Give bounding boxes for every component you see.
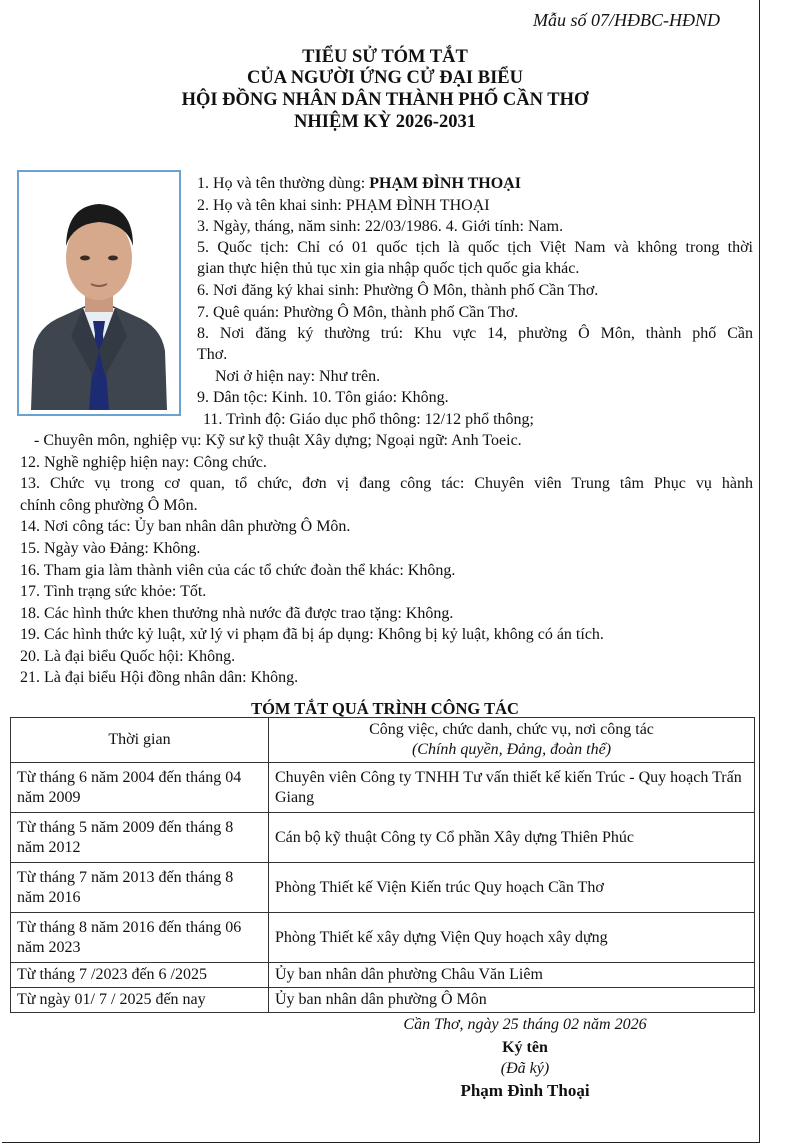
document-title-line-3: HỘI ĐỒNG NHÂN DÂN THÀNH PHỐ CẦN THƠ bbox=[181, 90, 589, 110]
bio-line-16: 16. Tham gia làm thành viên của các tổ chức đoàn thể khác: Không. bbox=[20, 562, 456, 579]
bio-line-14: 14. Nơi công tác: Ủy ban nhân dân phường Ô Môn. bbox=[20, 518, 351, 535]
bio-line-6: 6. Nơi đăng ký khai sinh: Phường Ô Môn, thành phố Cần Thơ. bbox=[197, 282, 599, 299]
full-name-label: 1. Họ và tên thường dùng: bbox=[197, 175, 370, 192]
table-row bbox=[11, 763, 755, 813]
bio-line-8c: Nơi ở hiện nay: Như trên. bbox=[215, 368, 381, 385]
table-header-row bbox=[11, 718, 755, 763]
column-header-job bbox=[269, 718, 755, 763]
column-header-job-line-2: (Chính quyền, Đảng, đoàn thể) bbox=[411, 741, 612, 758]
table-row bbox=[11, 813, 755, 863]
bio-line-13b: chính công phường Ô Môn. bbox=[20, 497, 198, 514]
bio-line-11: 11. Trình độ: Giáo dục phổ thông: 12/12 phổ thông; bbox=[203, 411, 534, 428]
bio-line-17: 17. Tình trạng sức khỏe: Tốt. bbox=[20, 583, 207, 600]
table-row bbox=[11, 863, 755, 913]
time-cell: Từ ngày 01/ 7 / 2025 đến nay bbox=[11, 988, 269, 1013]
bio-line-2: 2. Họ và tên khai sinh: PHẠM ĐÌNH THOẠI bbox=[197, 197, 490, 214]
job-cell: Phòng Thiết kế xây dựng Viện Quy hoạch xây dựng bbox=[269, 913, 755, 963]
bio-line-7: 7. Quê quán: Phường Ô Môn, thành phố Cần Thơ. bbox=[197, 304, 519, 321]
time-cell: Từ tháng 5 năm 2009 đến tháng 8 năm 2012 bbox=[11, 813, 269, 863]
time-cell: Từ tháng 7 năm 2013 đến tháng 8 năm 2016 bbox=[11, 863, 269, 913]
place-date: Cần Thơ, ngày 25 tháng 02 năm 2026 bbox=[403, 1016, 647, 1033]
bio-line-1 bbox=[197, 174, 521, 194]
bio-line-19: 19. Các hình thức kỷ luật, xử lý vi phạm đã bị áp dụng: Không bị kỷ luật, không có án tích. bbox=[20, 626, 604, 643]
portrait-photo bbox=[17, 170, 181, 416]
job-cell: Ủy ban nhân dân phường Châu Văn Liêm bbox=[269, 963, 755, 988]
job-cell: Chuyên viên Công ty TNHH Tư vấn thiết kế kiến Trúc - Quy hoạch Trấn Giang bbox=[269, 763, 755, 813]
bio-line-13a: 13. Chức vụ trong cơ quan, tổ chức, đơn vị đang công tác: Chuyên viên Trung tâm Phục vụ hành bbox=[20, 475, 753, 492]
work-history-title: TÓM TẮT QUÁ TRÌNH CÔNG TÁC bbox=[251, 699, 519, 718]
bio-line-18: 18. Các hình thức khen thưởng nhà nước đã được trao tặng: Không. bbox=[20, 605, 454, 622]
bio-line-21: 21. Là đại biểu Hội đồng nhân dân: Không. bbox=[20, 669, 299, 686]
table-row bbox=[11, 963, 755, 988]
work-history-table bbox=[10, 717, 755, 1013]
sign-label: Ký tên bbox=[502, 1039, 548, 1056]
bio-line-12: 12. Nghề nghiệp hiện nay: Công chức. bbox=[20, 454, 267, 471]
document-title-line-4: NHIỆM KỲ 2026-2031 bbox=[294, 112, 476, 132]
signed-note: (Đã ký) bbox=[500, 1060, 550, 1077]
column-header-time: Thời gian bbox=[11, 718, 269, 763]
time-cell: Từ tháng 7 /2023 đến 6 /2025 bbox=[11, 963, 269, 988]
bio-line-5a: 5. Quốc tịch: Chỉ có 01 quốc tịch là quốc tịch Việt Nam và không trong thời bbox=[197, 239, 753, 256]
job-cell: Cán bộ kỹ thuật Công ty Cổ phần Xây dựng Thiên Phúc bbox=[269, 813, 755, 863]
table-row bbox=[11, 913, 755, 963]
bio-line-5b: gian thực hiện thủ tục xin gia nhập quốc tịch quốc gia khác. bbox=[197, 260, 580, 277]
bio-line-11b: - Chuyên môn, nghiệp vụ: Kỹ sư kỹ thuật Xây dựng; Ngoại ngữ: Anh Toeic. bbox=[34, 432, 522, 449]
bio-line-20: 20. Là đại biểu Quốc hội: Không. bbox=[20, 648, 236, 665]
job-cell: Ủy ban nhân dân phường Ô Môn bbox=[269, 988, 755, 1013]
bio-line-3: 3. Ngày, tháng, năm sinh: 22/03/1986. 4. Giới tính: Nam. bbox=[197, 218, 564, 235]
bio-line-8b: Thơ. bbox=[197, 346, 228, 363]
column-header-job-line-1: Công việc, chức danh, chức vụ, nơi công tác bbox=[369, 721, 654, 738]
form-number: Mẫu số 07/HĐBC-HĐND bbox=[533, 10, 720, 30]
bio-line-9: 9. Dân tộc: Kinh. 10. Tôn giáo: Không. bbox=[197, 389, 449, 406]
portrait-image bbox=[23, 176, 175, 410]
document-title-line-2: CỦA NGƯỜI ỨNG CỬ ĐẠI BIỂU bbox=[247, 68, 523, 88]
bio-line-8a: 8. Nơi đăng ký thường trú: Khu vực 14, phường Ô Môn, thành phố Cần bbox=[197, 325, 753, 342]
bio-line-15: 15. Ngày vào Đảng: Không. bbox=[20, 540, 201, 557]
signatory-name: Phạm Đình Thoại bbox=[460, 1081, 590, 1100]
job-cell: Phòng Thiết kế Viện Kiến trúc Quy hoạch Cần Thơ bbox=[269, 863, 755, 913]
document-title: TIỂU SỬ TÓM TẮT bbox=[302, 47, 468, 67]
table-row bbox=[11, 988, 755, 1013]
full-name-value: PHẠM ĐÌNH THOẠI bbox=[369, 175, 521, 192]
time-cell: Từ tháng 6 năm 2004 đến tháng 04 năm 2009 bbox=[11, 763, 269, 813]
time-cell: Từ tháng 8 năm 2016 đến tháng 06 năm 2023 bbox=[11, 913, 269, 963]
